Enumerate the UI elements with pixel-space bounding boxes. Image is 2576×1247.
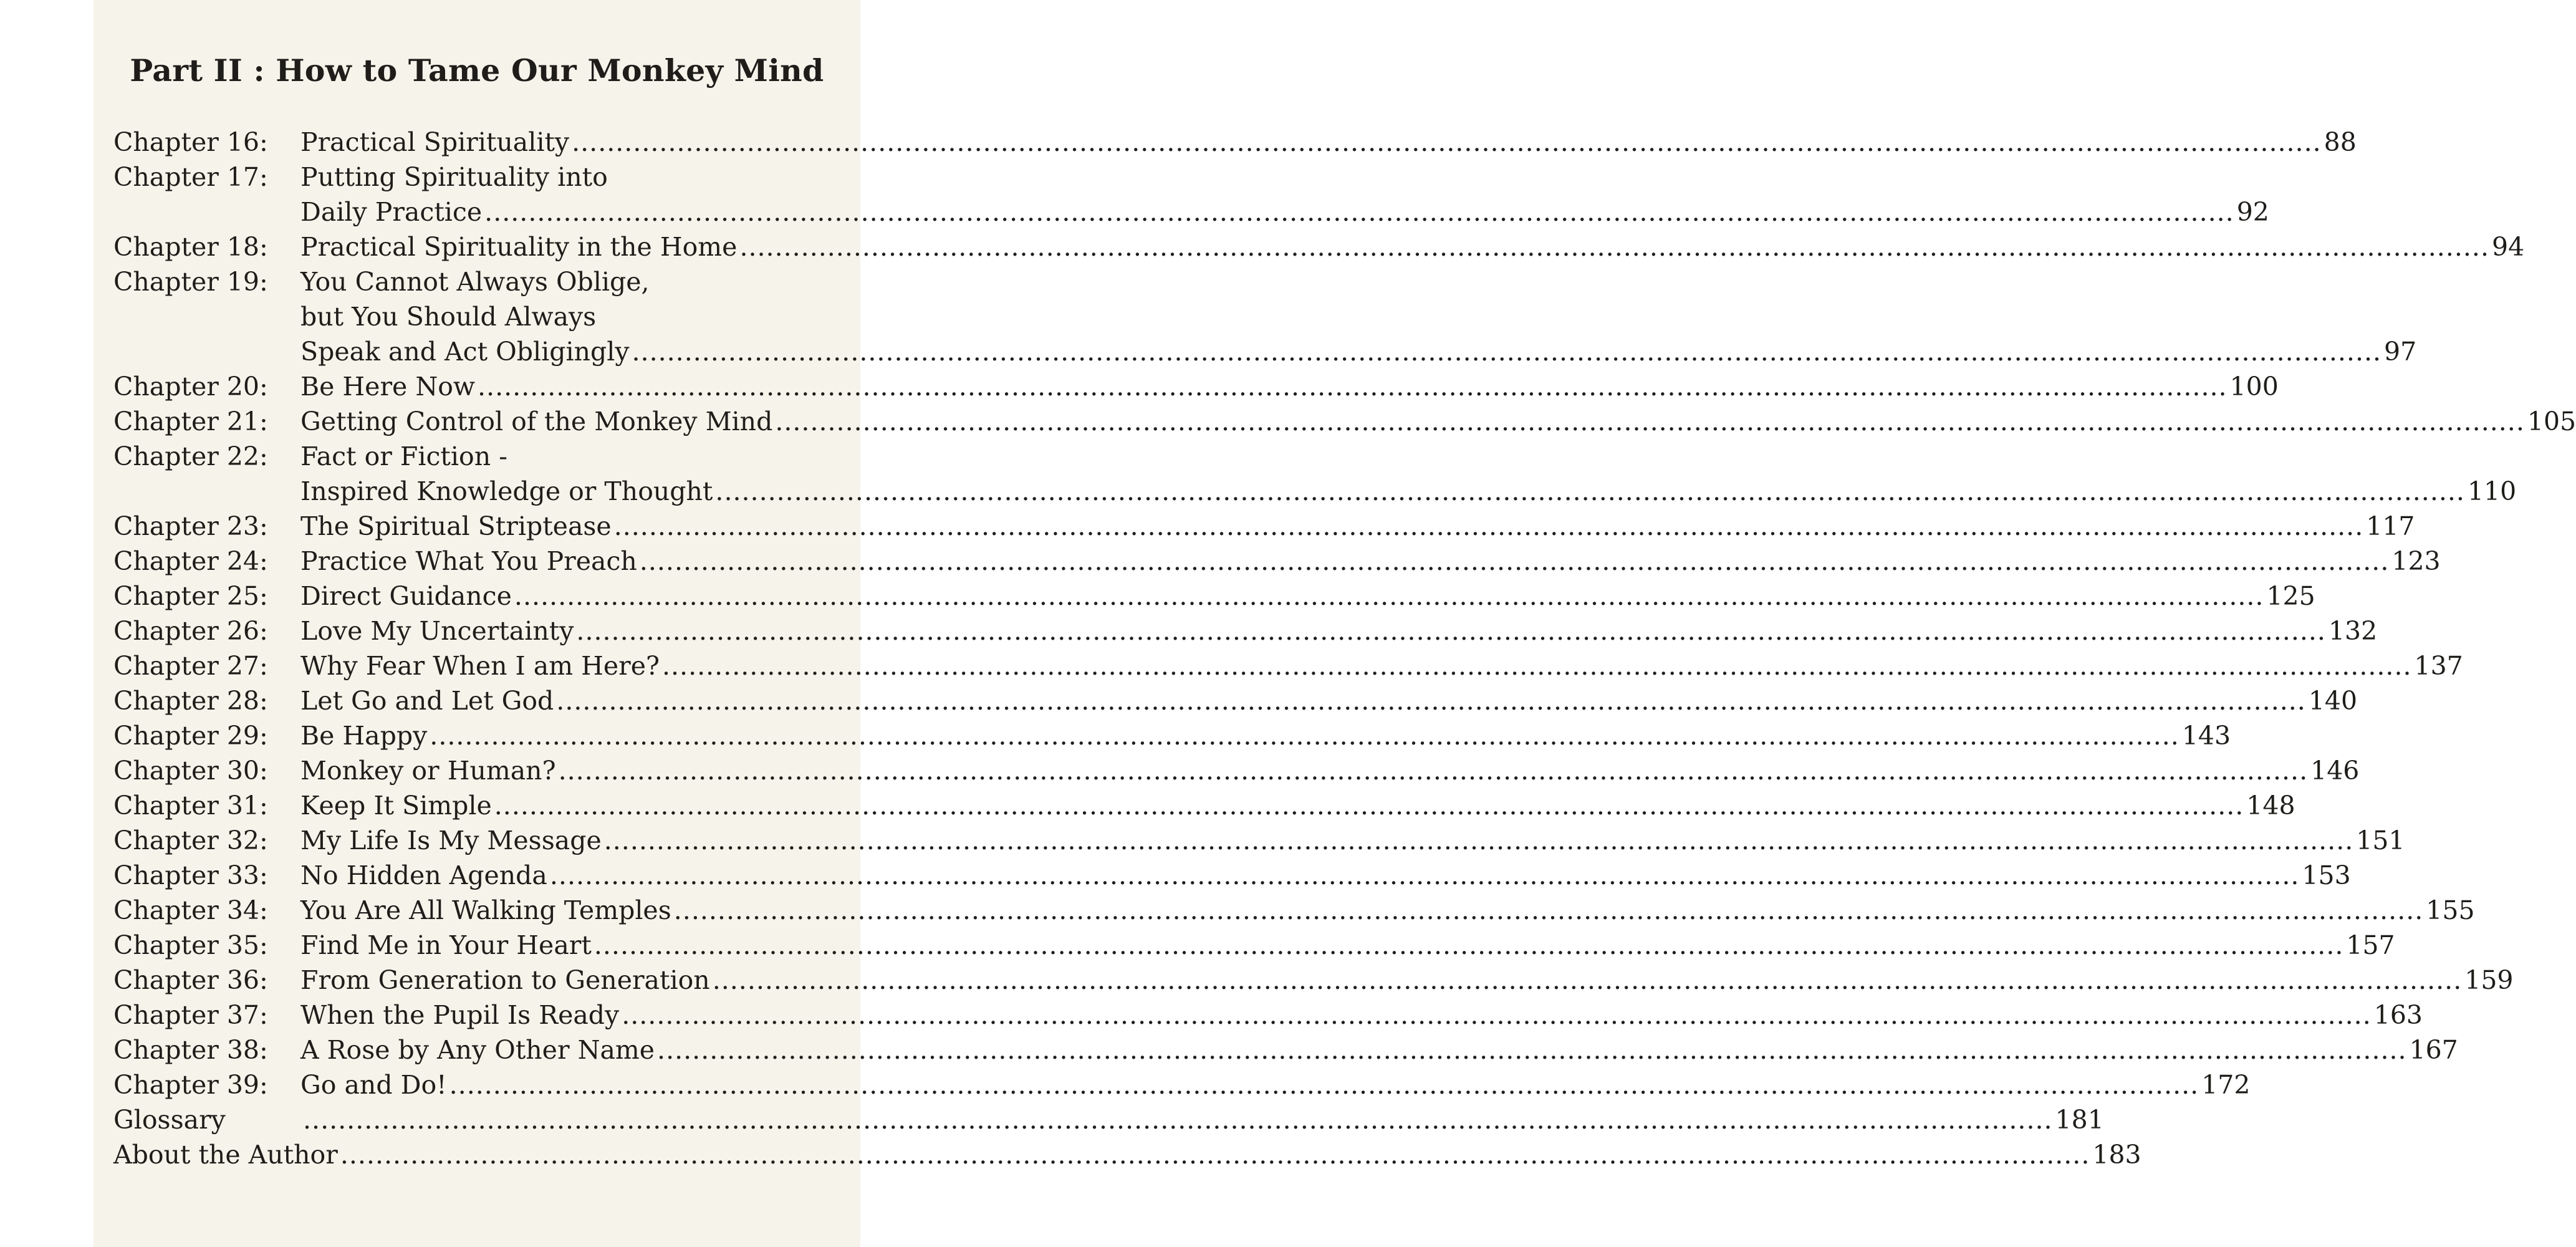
chapter-title-final-line <box>300 1033 2458 1067</box>
chapter-title-text: Keep It Simple <box>300 791 492 821</box>
chapter-label: Chapter 35: <box>113 930 268 960</box>
chapter-title-line: but You Should Always <box>300 302 597 332</box>
chapter-title-text: The Spiritual Striptease <box>300 511 612 541</box>
dot-leader: ........................................................................................................................................................................................................ <box>739 232 2489 262</box>
toc-entry <box>113 509 2415 544</box>
page-number: 146 <box>2310 756 2360 786</box>
chapter-entry-body <box>300 893 2475 928</box>
chapter-label: Glossary <box>113 1105 226 1135</box>
chapter-title-final-line <box>300 334 2417 369</box>
toc-entry <box>113 404 2576 439</box>
chapter-entry-body <box>300 1033 2458 1067</box>
part-heading: Part II : How to Tame Our Monkey Mind <box>130 52 824 89</box>
page-number: 172 <box>2201 1070 2251 1100</box>
chapter-title-text: You Are All Walking Temples <box>300 895 671 925</box>
page-number: 117 <box>2366 511 2415 541</box>
page-number: 97 <box>2384 337 2417 367</box>
chapter-title-text: Why Fear When I am Here? <box>300 651 660 681</box>
toc-entry <box>113 683 2358 718</box>
chapter-title-text: Go and Do! <box>300 1070 447 1100</box>
chapter-title-text: Love My Uncertainty <box>300 616 574 646</box>
chapter-label: Chapter 27: <box>113 651 268 681</box>
page-number: 151 <box>2356 826 2405 855</box>
dot-leader: ........................................................................................................................................................................................................ <box>478 372 2228 402</box>
chapter-title-final-line <box>300 229 2525 264</box>
dot-leader: ........................................................................................................................................................................................................ <box>558 756 2309 786</box>
chapter-entry-body <box>300 614 2378 648</box>
chapter-entry-body <box>300 1102 2104 1137</box>
chapter-title-final-line <box>300 858 2351 893</box>
chapter-label: Chapter 24: <box>113 546 268 576</box>
dot-leader: ........................................................................................................................................................................................................ <box>712 965 2463 995</box>
chapter-label: Chapter 26: <box>113 616 268 646</box>
toc-entry <box>113 160 2269 229</box>
chapter-label: Chapter 21: <box>113 407 268 436</box>
chapter-entry-body <box>300 579 2315 614</box>
chapter-entry-body <box>338 1137 2141 1172</box>
table-of-contents <box>113 125 2576 1172</box>
chapter-title-text: No Hidden Agenda <box>300 860 547 890</box>
chapter-label: Chapter 22: <box>113 441 268 471</box>
dot-leader: ........................................................................................................................................................................................................ <box>494 791 2244 821</box>
chapter-title-text: Be Here Now <box>300 372 475 402</box>
page-number: 167 <box>2409 1035 2458 1065</box>
dot-leader: ........................................................................................................................................................................................................ <box>715 476 2465 506</box>
page-number: 140 <box>2308 686 2358 716</box>
page-number: 148 <box>2246 791 2295 821</box>
chapter-title-text: Direct Guidance <box>300 581 512 611</box>
toc-entry <box>113 439 2517 509</box>
page-number: 183 <box>2092 1140 2141 1170</box>
chapter-entry-body <box>300 229 2525 264</box>
chapter-label: Chapter 18: <box>113 232 268 262</box>
chapter-entry-body <box>300 125 2357 160</box>
dot-leader: ........................................................................................................................................................................................................ <box>514 581 2264 611</box>
chapter-entry-body <box>300 439 2517 509</box>
chapter-label: Chapter 29: <box>113 721 268 751</box>
dot-leader: ........................................................................................................................................................................................................ <box>775 407 2525 436</box>
toc-entry <box>113 858 2351 893</box>
dot-leader: ........................................................................................................................................................................................................ <box>657 1035 2407 1065</box>
dot-leader: ........................................................................................................................................................................................................ <box>430 721 2180 751</box>
toc-entry <box>113 648 2463 683</box>
dot-leader: ........................................................................................................................................................................................................ <box>484 197 2234 227</box>
chapter-entry-body <box>300 1067 2251 1102</box>
chapter-title-text: Practical Spirituality <box>300 127 570 157</box>
chapter-title-text: My Life Is My Message <box>300 826 602 855</box>
chapter-label: About the Author <box>113 1140 338 1170</box>
chapter-entry-body <box>300 753 2360 788</box>
toc-entry <box>113 928 2395 963</box>
chapter-title-text: A Rose by Any Other Name <box>300 1035 655 1065</box>
chapter-title-final-line <box>300 683 2358 718</box>
toc-entry <box>113 264 2417 369</box>
chapter-label: Chapter 19: <box>113 267 268 297</box>
chapter-label: Chapter 23: <box>113 511 268 541</box>
chapter-entry-body <box>300 998 2423 1033</box>
page-number: 125 <box>2266 581 2315 611</box>
dot-leader: ........................................................................................................................................................................................................ <box>594 930 2344 960</box>
page-number: 88 <box>2324 127 2357 157</box>
chapter-label: Chapter 17: <box>113 162 268 192</box>
chapter-entry-body <box>300 648 2463 683</box>
chapter-title-text: When the Pupil Is Ready <box>300 1000 620 1030</box>
chapter-title-final-line <box>300 1102 2104 1137</box>
chapter-title-final-line <box>300 509 2415 544</box>
chapter-title-final-line <box>300 544 2441 579</box>
chapter-title-line: Putting Spirituality into <box>300 162 608 192</box>
page-number: 159 <box>2464 965 2514 995</box>
chapter-title-text: Inspired Knowledge or Thought <box>300 476 713 506</box>
toc-entry <box>113 998 2423 1033</box>
toc-entry <box>113 823 2405 858</box>
toc-entry <box>113 753 2360 788</box>
chapter-label: Chapter 25: <box>113 581 268 611</box>
chapter-title-text: Daily Practice <box>300 197 483 227</box>
chapter-entry-body <box>300 823 2405 858</box>
chapter-title-text: Practice What You Preach <box>300 546 637 576</box>
book-page <box>94 0 2576 1247</box>
chapter-title-final-line <box>300 614 2378 648</box>
chapter-title-final-line <box>300 1067 2251 1102</box>
toc-entry <box>113 229 2525 264</box>
chapter-label: Chapter 34: <box>113 895 268 925</box>
chapter-title-text: Practical Spirituality in the Home <box>300 232 738 262</box>
toc-entry <box>113 614 2378 648</box>
chapter-title-text: Speak and Act Obligingly <box>300 337 630 367</box>
chapter-title-final-line <box>300 823 2405 858</box>
chapter-title-final-line <box>300 998 2423 1033</box>
chapter-title-final-line <box>300 753 2360 788</box>
dot-leader: ........................................................................................................................................................................................................ <box>613 511 2364 541</box>
chapter-title-text: Monkey or Human? <box>300 756 556 786</box>
dot-leader: ........................................................................................................................................................................................................ <box>603 826 2354 855</box>
dot-leader: ........................................................................................................................................................................................................ <box>639 546 2390 576</box>
chapter-title-text: Find Me in Your Heart <box>300 930 592 960</box>
toc-entry <box>113 125 2357 160</box>
chapter-title-final-line <box>300 404 2576 439</box>
chapter-title-final-line <box>300 928 2395 963</box>
page-number: 123 <box>2391 546 2441 576</box>
toc-entry <box>113 544 2441 579</box>
toc-entry <box>113 1067 2251 1102</box>
page-number: 137 <box>2414 651 2463 681</box>
chapter-entry-body <box>300 509 2415 544</box>
chapter-title-text: Be Happy <box>300 721 428 751</box>
page-number: 110 <box>2467 476 2517 506</box>
chapter-label: Chapter 31: <box>113 791 268 821</box>
dot-leader: ........................................................................................................................................................................................................ <box>622 1000 2372 1030</box>
dot-leader: ........................................................................................................................................................................................................ <box>661 651 2412 681</box>
chapter-label: Chapter 30: <box>113 756 268 786</box>
chapter-label: Chapter 20: <box>113 372 268 402</box>
dot-leader: ........................................................................................................................................................................................................ <box>340 1140 2090 1170</box>
chapter-label: Chapter 28: <box>113 686 268 716</box>
chapter-label: Chapter 32: <box>113 826 268 855</box>
dot-leader: ........................................................................................................................................................................................................ <box>673 895 2424 925</box>
chapter-title-final-line <box>300 718 2231 753</box>
dot-leader: ........................................................................................................................................................................................................ <box>449 1070 2199 1100</box>
dot-leader: ........................................................................................................................................................................................................ <box>576 616 2326 646</box>
chapter-title-final-line <box>300 579 2315 614</box>
chapter-title-final-line <box>300 195 2269 229</box>
dot-leader: ........................................................................................................................................................................................................ <box>572 127 2322 157</box>
page-number: 163 <box>2373 1000 2423 1030</box>
page-number: 105 <box>2527 407 2576 436</box>
toc-entry <box>113 893 2475 928</box>
toc-entry <box>113 369 2279 404</box>
page-number: 92 <box>2236 197 2269 227</box>
chapter-title-final-line <box>300 963 2514 998</box>
toc-entry <box>113 579 2315 614</box>
chapter-title-line: Fact or Fiction - <box>300 441 507 471</box>
toc-entry <box>113 1137 2141 1172</box>
chapter-title-text: From Generation to Generation <box>300 965 710 995</box>
chapter-title-final-line <box>338 1137 2141 1172</box>
page-number: 143 <box>2181 721 2231 751</box>
chapter-title-line: You Cannot Always Oblige, <box>300 267 650 297</box>
dot-leader: ........................................................................................................................................................................................................ <box>303 1105 2053 1135</box>
chapter-label: Chapter 33: <box>113 860 268 890</box>
chapter-entry-body <box>300 858 2351 893</box>
chapter-label: Chapter 39: <box>113 1070 268 1100</box>
toc-entry <box>113 788 2295 823</box>
chapter-label: Chapter 16: <box>113 127 268 157</box>
chapter-title-final-line <box>300 369 2279 404</box>
dot-leader: ........................................................................................................................................................................................................ <box>632 337 2382 367</box>
page-number: 155 <box>2426 895 2475 925</box>
page-number: 132 <box>2328 616 2378 646</box>
chapter-entry-body <box>300 788 2295 823</box>
page-number: 181 <box>2055 1105 2104 1135</box>
page-number: 94 <box>2491 232 2525 262</box>
chapter-label: Chapter 36: <box>113 965 268 995</box>
chapter-title-final-line <box>300 474 2517 509</box>
toc-entry <box>113 1102 2104 1137</box>
chapter-entry-body <box>300 928 2395 963</box>
chapter-entry-body <box>300 160 2269 229</box>
toc-entry <box>113 718 2231 753</box>
page-number: 153 <box>2302 860 2351 890</box>
chapter-entry-body <box>300 369 2279 404</box>
chapter-title-final-line <box>300 893 2475 928</box>
chapter-entry-body <box>300 544 2441 579</box>
chapter-entry-body <box>300 404 2576 439</box>
chapter-title-text: Getting Control of the Monkey Mind <box>300 407 773 436</box>
dot-leader: ........................................................................................................................................................................................................ <box>549 860 2300 890</box>
chapter-entry-body <box>300 264 2417 369</box>
chapter-title-final-line <box>300 125 2357 160</box>
toc-entry <box>113 1033 2458 1067</box>
page-number: 157 <box>2346 930 2395 960</box>
chapter-label: Chapter 38: <box>113 1035 268 1065</box>
toc-entry <box>113 963 2514 998</box>
chapter-title-text: Let Go and Let God <box>300 686 554 716</box>
chapter-label: Chapter 37: <box>113 1000 268 1030</box>
chapter-entry-body <box>300 683 2358 718</box>
chapter-title-final-line <box>300 648 2463 683</box>
chapter-entry-body <box>300 963 2514 998</box>
page-number: 100 <box>2229 372 2279 402</box>
chapter-title-final-line <box>300 788 2295 823</box>
chapter-entry-body <box>300 718 2231 753</box>
dot-leader: ........................................................................................................................................................................................................ <box>556 686 2306 716</box>
